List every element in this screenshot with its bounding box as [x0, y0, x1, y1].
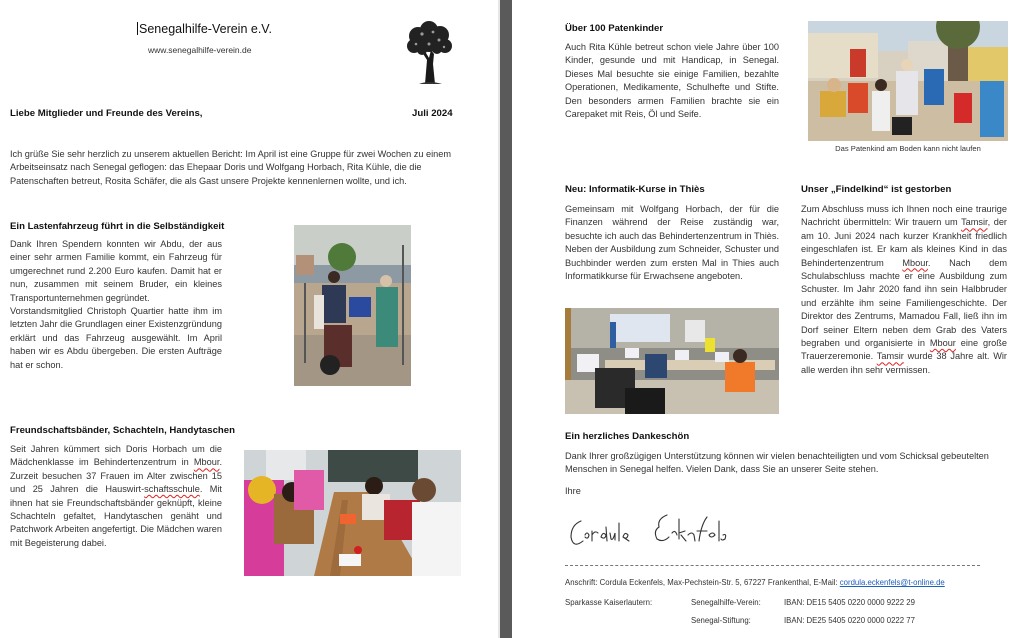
section-body-sponsorship: Auch Rita Kühle betreut schon viele Jahre über 100 Kinder, gesunde und mit Handicap, in Senegal. Dieses Mal besuchte sie einige Familien, bezahlte Operationen, Medikamente, Schulhefte und Stifte. Den besonders armen Familien brachte sie ein Carepaket mit Reis, Öl und Seife.: [565, 42, 779, 120]
section-heading-vehicle: Ein Lastenfahrzeug führt in die Selbständigkeit: [10, 221, 225, 232]
account-name-stiftung: Senegal-Stiftung:: [691, 616, 751, 625]
section-heading-thanks: Ein herzliches Dankeschön: [565, 431, 690, 442]
section-heading-crafts: Freundschaftsbänder, Schachteln, Handytaschen: [10, 425, 235, 436]
section-heading-it-courses: Neu: Informatik-Kurse in Thiès: [565, 184, 705, 195]
section-body-obituary: Zum Abschluss muss ich Ihnen noch eine traurige Nachricht übermitteln: Wir trauern um Tamsir, der am 10. Juni 2024 nach kurzer Krankheit friedlich eingeschlafen ist. Er kam als kleines Kind in das Behindertenzentrum Mbour. Nach dem Schulabschluss machte er eine Ausbildung zum Schuster. Im Jahr 2020 fand ihn sein Halbbruder und erzählte ihm seine Familiengeschichte. Der Direktor des Zentrums, Mamadou Fall, ließ ihn im Dorf seiner Eltern neben dem Grab des Vaters begraben und organisierte in Mbour eine große Trauerzeremonie. Tamsir wurde 38 Jahre alt. Wir alle werden ihn sehr vermissen.: [801, 204, 1007, 375]
email-link[interactable]: cordula.eckenfels@t-online.de: [839, 578, 945, 587]
page-1: [0, 0, 498, 638]
bank-name: Sparkasse Kaiserlautern:: [565, 598, 653, 607]
salutation: Liebe Mitglieder und Freunde des Vereins,: [10, 108, 203, 119]
spellcheck-word[interactable]: Tamsir: [876, 351, 904, 362]
org-title[interactable]: Senegalhilfe-Verein e.V.: [139, 22, 272, 36]
account-name-verein: Senegalhilfe-Verein:: [691, 598, 761, 607]
text-cursor: [137, 22, 138, 35]
section-body-thanks: Dank Ihrer großzügigen Unterstützung können wir vielen benachteiligten und vom Schicksal gebeutelten Menschen in Senegal helfen. Vielen Dank, dass Sie an unserer Seite stehen.: [565, 451, 989, 475]
closing: Ihre: [565, 486, 581, 496]
photo-caption: Das Patenkind am Boden kann nicht laufen: [835, 144, 981, 153]
signature: [567, 505, 732, 553]
section-heading-obituary: Unser „Findelkind“ ist gestorben: [801, 184, 952, 195]
section-body-crafts: Seit Jahren kümmert sich Doris Horbach um die Mädchenklasse im Behindertenzentrum in Mbour. Zurzeit besuchen 37 Frauen im Alter zwischen 15 und 25 Jahren die Hauswirt-schaftsschule. Mit ihnen hat sie Freundschaftsbänder geknüpft, kleine Schachteln gefaltet, Handytaschen genäht und Patchwork Arbeiten angefertigt. Die Mädchen waren mit Begeisterung dabei.: [10, 444, 222, 548]
org-url: www.senegalhilfe-verein.de: [148, 45, 252, 55]
girls-crafting-photo: [244, 450, 461, 576]
computer-class-photo: [565, 308, 779, 414]
account-iban-stiftung: IBAN: DE25 5405 0220 0000 0222 77: [784, 616, 915, 625]
footer-divider: [565, 565, 980, 566]
spellcheck-word[interactable]: Mbour: [929, 338, 956, 349]
footer-address: Anschrift: Cordula Eckenfels, Max-Pechstein-Str. 5, 67227 Frankenthal, E-Mail: cordula.eckenfels@t-online.de: [565, 578, 945, 587]
spellcheck-word[interactable]: Mbour: [902, 257, 928, 268]
sponsored-children-photo: [808, 21, 1008, 141]
section-heading-sponsorship: Über 100 Patenkinder: [565, 23, 664, 34]
letter-date: Juli 2024: [412, 108, 453, 119]
page-gutter: [500, 0, 512, 638]
spellcheck-word[interactable]: schaftsschule: [144, 484, 200, 495]
section-body-vehicle: Dank Ihren Spendern konnten wir Abdu, der aus einer sehr armen Familie kommt, ein Fahrzeug für umgerechnet rund 2.200 Euro kaufen. Damit hat er nun, zusammen mit seinem Bruder, ein kleines Transportunternehmen gegründet. Vorstandsmitglied Christoph Quartier hatte ihm im letzten Jahr die Grundlagen einer Existenzgründung erklärt und das Fahrzeug ausgewählt. Im April haben wir es Abdu übergeben. Die ersten Aufträge hat er schon.: [10, 239, 222, 370]
account-iban-verein: IBAN: DE15 5405 0220 0000 9222 29: [784, 598, 915, 607]
intro-paragraph: Ich grüße Sie sehr herzlich zu unserem aktuellen Bericht: Im April ist eine Gruppe für zwei Wochen zu einem Arbeitseinsatz nach Senegal geflogen: das Ehepaar Doris und Wolfgang Horbach, Rita Kühle, die die Patenschaften betreut, Rosita Schäfer, die als Gast unsere Projekte kennenlernen wollte, und ich.: [10, 149, 452, 186]
spellcheck-word[interactable]: Tamsir: [961, 217, 988, 228]
baobab-tree-icon: [402, 20, 456, 86]
cargo-motorcycle-photo: [294, 225, 411, 386]
spellcheck-word[interactable]: Mbour: [193, 457, 220, 468]
page-2: [512, 0, 1024, 638]
section-body-it-courses: Gemeinsam mit Wolfgang Horbach, der für die Finanzen während der Reise zuständig war, besuchte ich auch das Behindertenzentrum in Thiès. Neben der Ausbildung zum Schneider, Schuster und Buchbinder werden zum ersten Mal in Thies auch Informatikkurse für Erwachsene angeboten.: [565, 204, 779, 282]
